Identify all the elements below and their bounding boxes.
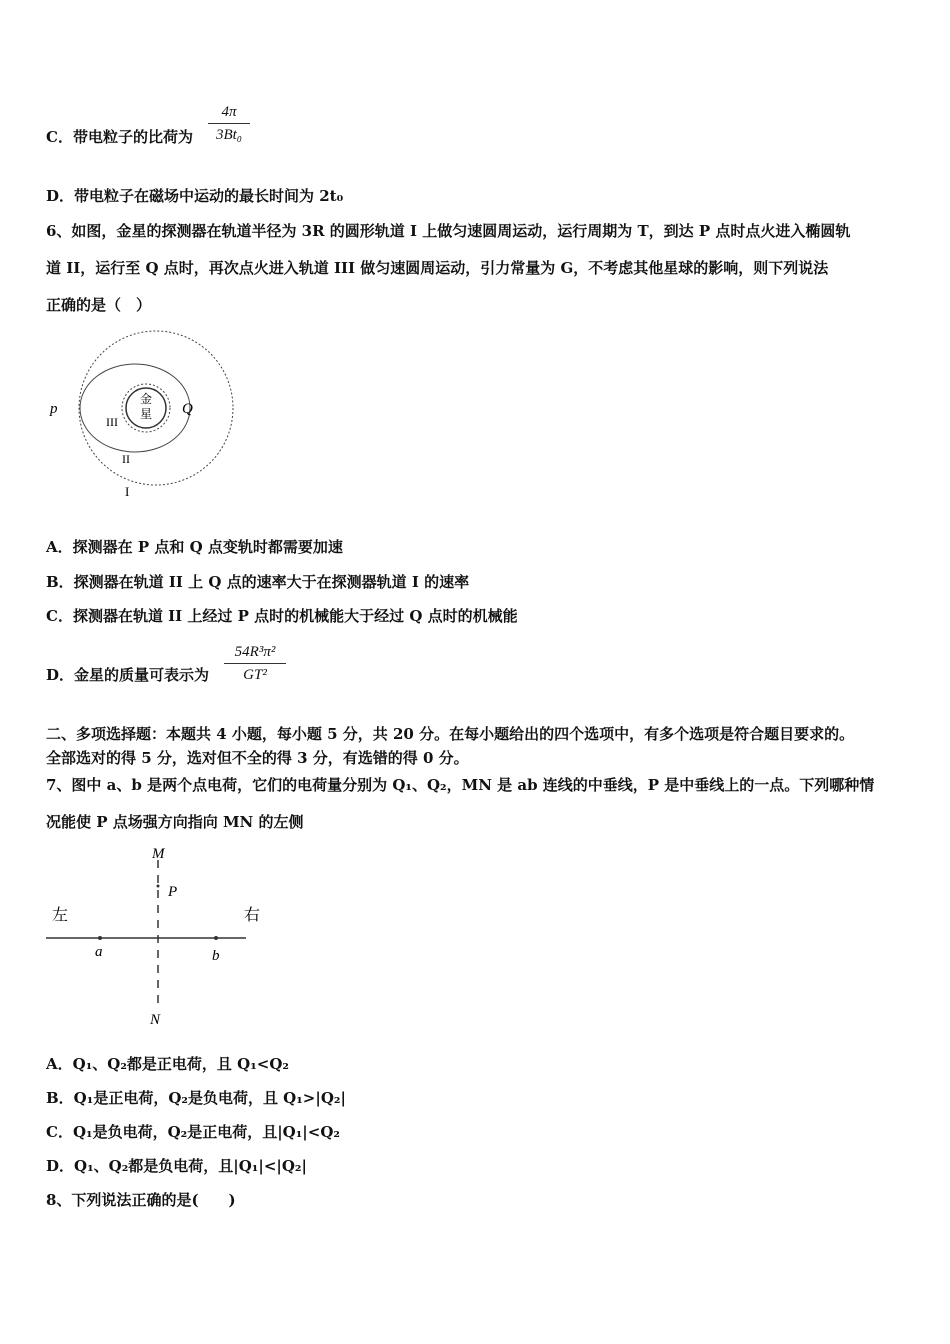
label-m: M (152, 846, 165, 862)
fraction-denominator: GT² (243, 667, 267, 683)
fraction-bar (224, 663, 286, 664)
q5-option-c-label[interactable]: C．带电粒子的比荷为 (46, 128, 193, 146)
orbit-ii-label: II (122, 452, 130, 466)
q6-stem-line-1: 6、如图，金星的探测器在轨道半径为 3R 的圆形轨道 I 上做匀速圆周运动，运行周期为 T，到达 P 点时点火进入椭圆轨 (46, 222, 851, 240)
q7-option-b[interactable]: B．Q₁是正电荷，Q₂是负电荷，且 Q₁>|Q₂| (46, 1089, 346, 1107)
orbit-i-label: I (125, 484, 130, 499)
label-p: P (168, 884, 178, 900)
q8-stem: 8、下列说法正确的是( ) (46, 1191, 236, 1209)
point-p-dot (157, 885, 160, 888)
orbit-iii-label: III (106, 415, 118, 429)
charge-b-point (214, 936, 218, 940)
q7-option-a[interactable]: A．Q₁、Q₂都是正电荷，且 Q₁<Q₂ (46, 1055, 289, 1073)
q7-option-d[interactable]: D．Q₁、Q₂都是负电荷，且|Q₁|<|Q₂| (46, 1157, 307, 1175)
planet-label-1: 金 (139, 392, 153, 406)
q6-option-b[interactable]: B．探测器在轨道 II 上 Q 点的速率大于在探测器轨道 I 的速率 (46, 573, 470, 591)
q6-option-d-fraction (224, 642, 286, 685)
label-a: a (95, 944, 103, 960)
section2-heading-line-2: 全部选对的得 5 分，选对但不全的得 3 分，有选错的得 0 分。 (46, 749, 469, 767)
q5-option-d[interactable]: D．带电粒子在磁场中运动的最长时间为 2t₀ (46, 187, 344, 205)
planet-label-2: 星 (139, 407, 153, 421)
fraction-numerator: 4π (221, 104, 237, 120)
q6-stem-line-3: 正确的是（ ） (46, 296, 152, 314)
fraction-denominator: 3Bt₀ (215, 127, 243, 143)
point-p-label: p (50, 401, 58, 417)
charge-a-point (98, 936, 102, 940)
q7-stem-line-2: 况能使 P 点场强方向指向 MN 的左侧 (46, 813, 304, 831)
q6-option-a[interactable]: A．探测器在 P 点和 Q 点变轨时都需要加速 (46, 538, 343, 556)
q6-option-d-label[interactable]: D．金星的质量可表示为 (46, 666, 210, 684)
label-right: 右 (244, 907, 261, 924)
q6-orbit-figure (40, 330, 240, 510)
q7-stem-line-1: 7、图中 a、b 是两个点电荷，它们的电荷量分别为 Q₁、Q₂，MN 是 ab 连线的中垂线，P 是中垂线上的一点。下列哪种情 (46, 776, 875, 794)
q7-charge-figure (40, 838, 270, 1038)
label-b: b (212, 948, 220, 964)
q7-option-c[interactable]: C．Q₁是负电荷，Q₂是正电荷，且|Q₁|<Q₂ (46, 1123, 340, 1141)
point-q-label: Q (182, 401, 193, 417)
fraction-numerator: 54R³π² (234, 644, 276, 660)
q6-option-c[interactable]: C．探测器在轨道 II 上经过 P 点时的机械能大于经过 Q 点时的机械能 (46, 607, 518, 625)
q6-stem-line-2: 道 II，运行至 Q 点时，再次点火进入轨道 III 做匀速圆周运动，引力常量为 G，不考虑其他星球的影响，则下列说法 (46, 259, 829, 277)
label-n: N (150, 1012, 161, 1028)
label-left: 左 (52, 907, 69, 924)
q5-option-c-fraction (208, 102, 250, 145)
section2-heading-line-1: 二、多项选择题：本题共 4 小题，每小题 5 分，共 20 分。在每小题给出的四个选项中，有多个选项是符合题目要求的。 (46, 725, 855, 743)
fraction-bar (208, 123, 250, 124)
